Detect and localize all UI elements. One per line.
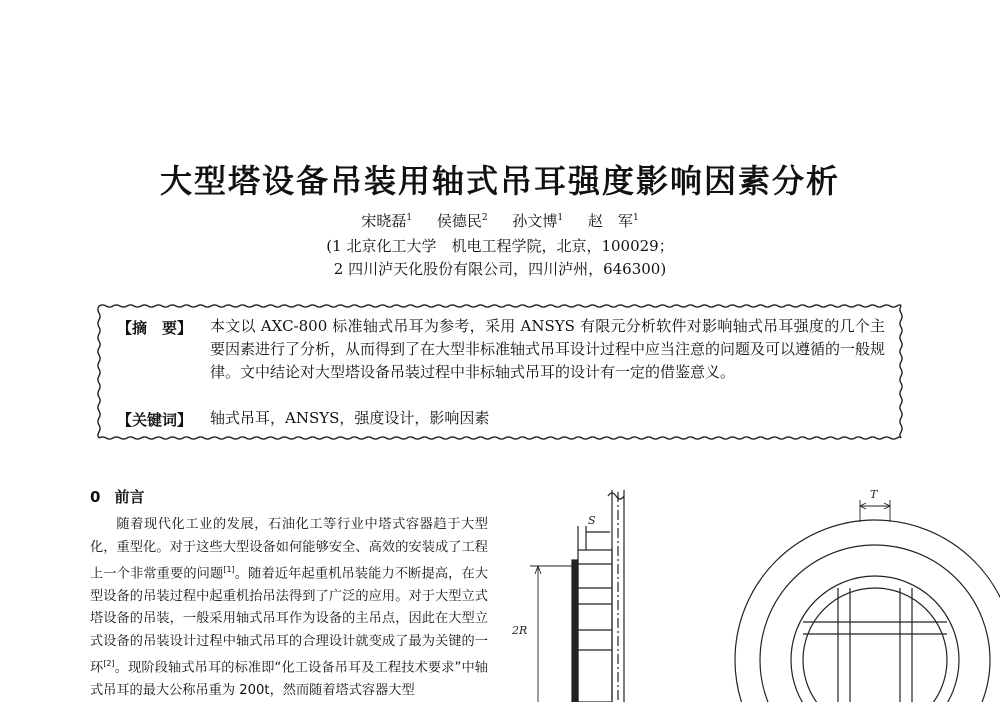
author: 宋晓磊$^1$ xyxy=(361,212,413,230)
affiliation-line: (1 北京化工大学 机电工程学院，北京，100029； xyxy=(326,237,674,255)
section-title: 前言 xyxy=(114,488,145,506)
lifting-lug-drawing xyxy=(500,482,1000,702)
author: 侯德民$^2$ xyxy=(436,212,488,230)
label-2r: 2R xyxy=(512,624,528,637)
abstract-box xyxy=(95,302,905,442)
abstract-text: 本文以 AXC-800 标准轴式吊耳为参考，采用 ANSYS 有限元分析软件对影响轴式吊耳强度的几个主要因素进行了分析，从而得到了在大型非标准轴式吊耳设计过程中应当注意的问题及可以遵循的一般规律。文中结论对大型塔设备吊装过程中非标轴式吊耳的设计有一定的借鉴意义。 xyxy=(210,317,886,381)
abstract-label: 【摘 要】 xyxy=(117,319,193,337)
keywords-text: 轴式吊耳，ANSYS，强度设计，影响因素 xyxy=(210,409,490,427)
citation: [1] xyxy=(223,565,235,574)
citation: [2] xyxy=(103,659,115,669)
section-heading xyxy=(90,486,144,507)
label-t: T xyxy=(870,488,878,501)
body-paragraph: 随着现代化工业的发展，石油化工等行业中塔式容器趋于大型化，重型化。对于这些大型设备如何能够安全、高效的安装成了工程上一个非常重要的问题[1]。随着近年起重机吊装能力不断提高，在大型设备的吊装过程中起重机抬吊法得到了广泛的应用。对于大型立式塔设备的吊装，一般采用轴式吊耳作为设备的主吊点，因此在大型立式设备的吊装设计过程中轴式吊耳的合理设计就变成了最为关键的一环[2]。现阶段轴式吊耳的标准即“化工设备吊耳及工程技术要求”中轴式吊耳的最大公称吊重为 200t，然而随着塔式容器大型 xyxy=(90,517,489,699)
author: 孙文博$^1$ xyxy=(512,212,564,230)
label-s: S xyxy=(588,514,596,527)
affiliation-line: 2 四川泸天化股份有限公司，四川泸州，646300) xyxy=(333,260,667,278)
keywords-label: 【关键词】 xyxy=(117,411,193,429)
author: 赵 军$^1$ xyxy=(587,212,639,230)
section-number: 0 xyxy=(90,488,101,506)
author-list xyxy=(0,210,1000,231)
paper-title: 大型塔设备吊装用轴式吊耳强度影响因素分析 xyxy=(159,162,840,200)
